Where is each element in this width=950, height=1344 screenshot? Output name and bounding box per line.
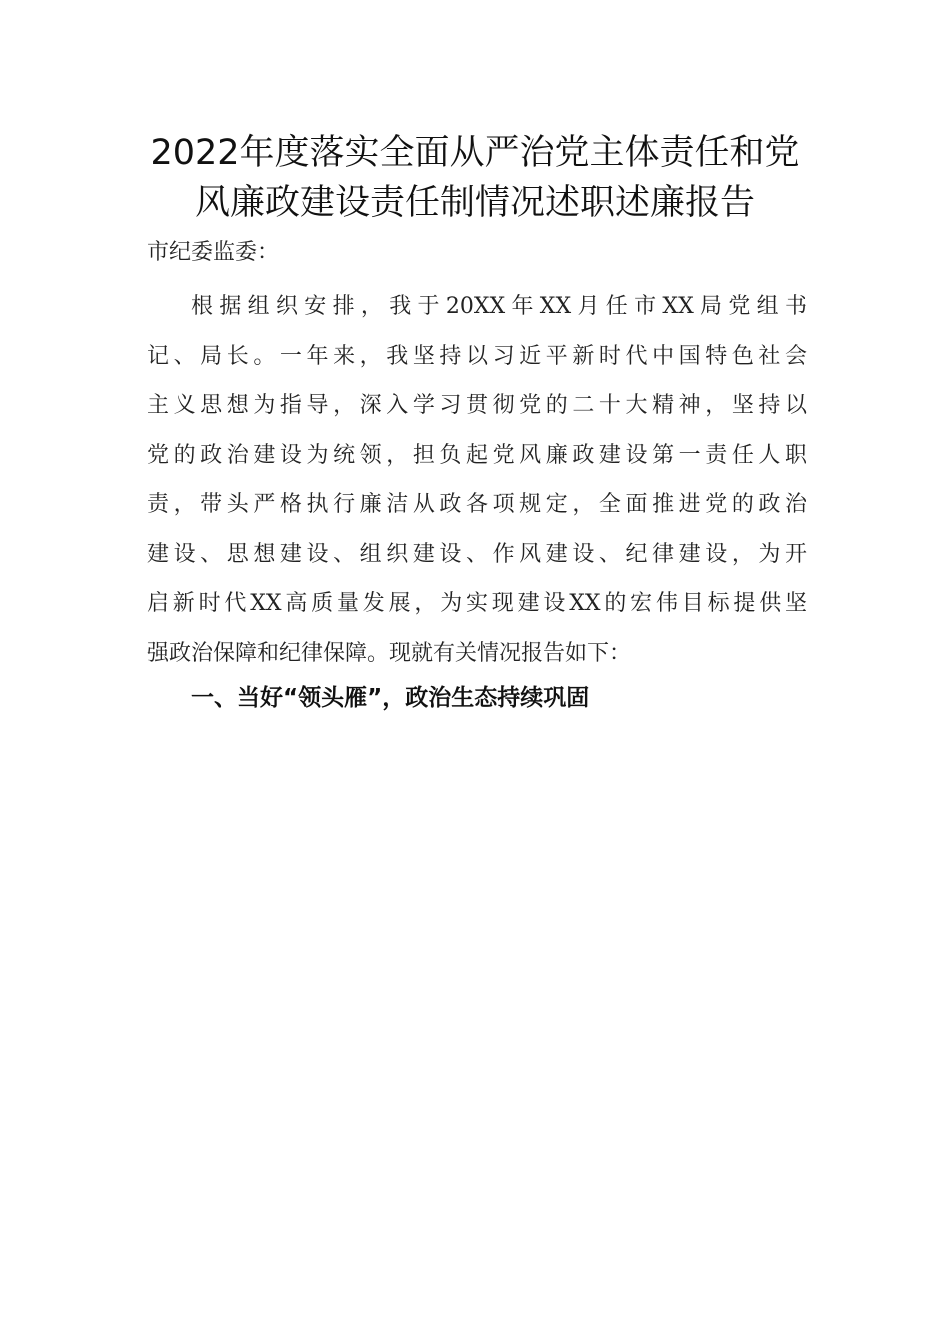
paragraph-line: 建设、思想建设、组织建设、作风建设、纪律建设，为开 <box>147 541 807 567</box>
title-line-2: 风廉政建设责任制情况述职述廉报告 <box>194 183 755 223</box>
paragraph-line: 党的政治建设为统领，担负起党风廉政建设第一责任人职 <box>147 442 807 468</box>
section-heading: 一、当好“领头雁”，政治生态持续巩固 <box>191 685 590 711</box>
paragraph-line: 主义思想为指导，深入学习贯彻党的二十大精神，坚持以 <box>147 393 807 418</box>
body-paragraph <box>147 282 807 678</box>
paragraph-line: 启新时代XX高质量发展，为实现建设XX的宏伟目标提供坚 <box>147 591 807 616</box>
salutation: 市纪委监委： <box>147 240 280 265</box>
document-title <box>130 128 820 228</box>
paragraph-line: 记、局长。一年来，我坚持以习近平新时代中国特色社会 <box>147 343 807 369</box>
paragraph-line: 根据组织安排，我于20XX年XX月任市XX局党组书 <box>191 294 807 319</box>
paragraph-line: 责，带头严格执行廉洁从政各项规定，全面推进党的政治 <box>147 492 807 517</box>
title-line-1: 2022年度落实全面从严治党主体责任和党 <box>150 133 800 173</box>
paragraph-line: 强政治保障和纪律保障。现就有关情况报告如下： <box>147 640 632 666</box>
